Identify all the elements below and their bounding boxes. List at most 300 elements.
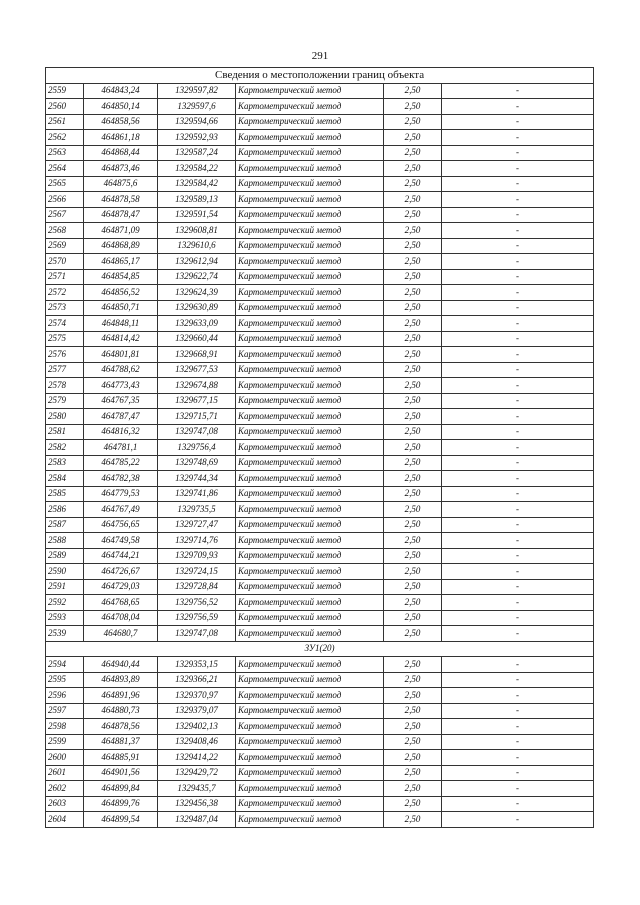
description-cell: -	[442, 548, 594, 564]
table-row	[46, 502, 594, 518]
y-coordinate-cell: 1329597,82	[158, 83, 236, 99]
description-cell: -	[442, 161, 594, 177]
precision-cell: 2,50	[384, 703, 442, 719]
table-row	[46, 99, 594, 115]
method-cell: Картометрический метод	[236, 378, 384, 394]
method-cell: Картометрический метод	[236, 145, 384, 161]
description-cell: -	[442, 347, 594, 363]
description-cell: -	[442, 455, 594, 471]
y-coordinate-cell: 1329402,13	[158, 719, 236, 735]
table-row	[46, 424, 594, 440]
method-cell: Картометрический метод	[236, 114, 384, 130]
precision-cell: 2,50	[384, 424, 442, 440]
precision-cell: 2,50	[384, 316, 442, 332]
description-cell: -	[442, 254, 594, 270]
point-number-cell: 2568	[46, 223, 84, 239]
table-row	[46, 657, 594, 673]
y-coordinate-cell: 1329709,93	[158, 548, 236, 564]
x-coordinate-cell: 464878,58	[84, 192, 158, 208]
x-coordinate-cell: 464726,67	[84, 564, 158, 580]
method-cell: Картометрический метод	[236, 688, 384, 704]
point-number-cell: 2578	[46, 378, 84, 394]
table-row	[46, 595, 594, 611]
table-row	[46, 176, 594, 192]
description-cell: -	[442, 378, 594, 394]
table-row	[46, 719, 594, 735]
x-coordinate-cell: 464814,42	[84, 331, 158, 347]
point-number-cell: 2603	[46, 796, 84, 812]
point-number-cell: 2582	[46, 440, 84, 456]
method-cell: Картометрический метод	[236, 610, 384, 626]
description-cell: -	[442, 688, 594, 704]
table-row	[46, 564, 594, 580]
table-row	[46, 238, 594, 254]
y-coordinate-cell: 1329456,38	[158, 796, 236, 812]
description-cell: -	[442, 765, 594, 781]
description-cell: -	[442, 316, 594, 332]
y-coordinate-cell: 1329589,13	[158, 192, 236, 208]
precision-cell: 2,50	[384, 548, 442, 564]
precision-cell: 2,50	[384, 161, 442, 177]
table-row	[46, 285, 594, 301]
method-cell: Картометрический метод	[236, 517, 384, 533]
point-number-cell: 2594	[46, 657, 84, 673]
method-cell: Картометрический метод	[236, 719, 384, 735]
precision-cell: 2,50	[384, 238, 442, 254]
table-row	[46, 130, 594, 146]
y-coordinate-cell: 1329660,44	[158, 331, 236, 347]
point-number-cell: 2581	[46, 424, 84, 440]
y-coordinate-cell: 1329668,91	[158, 347, 236, 363]
x-coordinate-cell: 464749,58	[84, 533, 158, 549]
table-row	[46, 765, 594, 781]
description-cell: -	[442, 362, 594, 378]
point-number-cell: 2587	[46, 517, 84, 533]
y-coordinate-cell: 1329379,07	[158, 703, 236, 719]
point-number-cell: 2560	[46, 99, 84, 115]
table-row	[46, 579, 594, 595]
section-label: ЗУ1(20)	[46, 641, 594, 657]
point-number-cell: 2593	[46, 610, 84, 626]
x-coordinate-cell: 464801,81	[84, 347, 158, 363]
precision-cell: 2,50	[384, 781, 442, 797]
y-coordinate-cell: 1329610,6	[158, 238, 236, 254]
point-number-cell: 2573	[46, 300, 84, 316]
description-cell: -	[442, 285, 594, 301]
y-coordinate-cell: 1329487,04	[158, 812, 236, 828]
x-coordinate-cell: 464767,35	[84, 393, 158, 409]
description-cell: -	[442, 145, 594, 161]
precision-cell: 2,50	[384, 285, 442, 301]
y-coordinate-cell: 1329408,46	[158, 734, 236, 750]
method-cell: Картометрический метод	[236, 83, 384, 99]
precision-cell: 2,50	[384, 750, 442, 766]
table-row	[46, 114, 594, 130]
x-coordinate-cell: 464899,54	[84, 812, 158, 828]
method-cell: Картометрический метод	[236, 269, 384, 285]
table-row	[46, 672, 594, 688]
x-coordinate-cell: 464893,89	[84, 672, 158, 688]
description-cell: -	[442, 517, 594, 533]
description-cell: -	[442, 781, 594, 797]
method-cell: Картометрический метод	[236, 285, 384, 301]
x-coordinate-cell: 464878,47	[84, 207, 158, 223]
table-row	[46, 548, 594, 564]
description-cell: -	[442, 812, 594, 828]
precision-cell: 2,50	[384, 579, 442, 595]
point-number-cell: 2562	[46, 130, 84, 146]
precision-cell: 2,50	[384, 207, 442, 223]
x-coordinate-cell: 464767,49	[84, 502, 158, 518]
table-row	[46, 378, 594, 394]
y-coordinate-cell: 1329624,39	[158, 285, 236, 301]
table-row	[46, 192, 594, 208]
point-number-cell: 2565	[46, 176, 84, 192]
precision-cell: 2,50	[384, 610, 442, 626]
x-coordinate-cell: 464899,76	[84, 796, 158, 812]
y-coordinate-cell: 1329714,76	[158, 533, 236, 549]
y-coordinate-cell: 1329612,94	[158, 254, 236, 270]
precision-cell: 2,50	[384, 192, 442, 208]
method-cell: Картометрический метод	[236, 486, 384, 502]
y-coordinate-cell: 1329677,15	[158, 393, 236, 409]
y-coordinate-cell: 1329741,86	[158, 486, 236, 502]
table-row	[46, 486, 594, 502]
y-coordinate-cell: 1329756,4	[158, 440, 236, 456]
precision-cell: 2,50	[384, 533, 442, 549]
precision-cell: 2,50	[384, 114, 442, 130]
point-number-cell: 2564	[46, 161, 84, 177]
description-cell: -	[442, 719, 594, 735]
precision-cell: 2,50	[384, 719, 442, 735]
method-cell: Картометрический метод	[236, 765, 384, 781]
point-number-cell: 2588	[46, 533, 84, 549]
description-cell: -	[442, 703, 594, 719]
x-coordinate-cell: 464854,85	[84, 269, 158, 285]
table-row	[46, 223, 594, 239]
point-number-cell: 2566	[46, 192, 84, 208]
x-coordinate-cell: 464885,91	[84, 750, 158, 766]
description-cell: -	[442, 176, 594, 192]
x-coordinate-cell: 464875,6	[84, 176, 158, 192]
x-coordinate-cell: 464708,04	[84, 610, 158, 626]
x-coordinate-cell: 464850,14	[84, 99, 158, 115]
description-cell: -	[442, 626, 594, 642]
description-cell: -	[442, 533, 594, 549]
x-coordinate-cell: 464848,11	[84, 316, 158, 332]
table-title-row	[46, 68, 594, 84]
description-cell: -	[442, 595, 594, 611]
precision-cell: 2,50	[384, 626, 442, 642]
precision-cell: 2,50	[384, 486, 442, 502]
table-row	[46, 145, 594, 161]
description-cell: -	[442, 99, 594, 115]
point-number-cell: 2570	[46, 254, 84, 270]
x-coordinate-cell: 464816,32	[84, 424, 158, 440]
method-cell: Картометрический метод	[236, 595, 384, 611]
table-row	[46, 254, 594, 270]
y-coordinate-cell: 1329370,97	[158, 688, 236, 704]
y-coordinate-cell: 1329353,15	[158, 657, 236, 673]
method-cell: Картометрический метод	[236, 796, 384, 812]
y-coordinate-cell: 1329587,24	[158, 145, 236, 161]
point-number-cell: 2599	[46, 734, 84, 750]
point-number-cell: 2590	[46, 564, 84, 580]
method-cell: Картометрический метод	[236, 734, 384, 750]
table-row	[46, 300, 594, 316]
y-coordinate-cell: 1329747,08	[158, 626, 236, 642]
table-row	[46, 734, 594, 750]
precision-cell: 2,50	[384, 223, 442, 239]
y-coordinate-cell: 1329677,53	[158, 362, 236, 378]
x-coordinate-cell: 464901,56	[84, 765, 158, 781]
description-cell: -	[442, 579, 594, 595]
method-cell: Картометрический метод	[236, 331, 384, 347]
y-coordinate-cell: 1329728,84	[158, 579, 236, 595]
x-coordinate-cell: 464850,71	[84, 300, 158, 316]
x-coordinate-cell: 464868,89	[84, 238, 158, 254]
description-cell: -	[442, 502, 594, 518]
description-cell: -	[442, 486, 594, 502]
table-row	[46, 796, 594, 812]
y-coordinate-cell: 1329592,93	[158, 130, 236, 146]
x-coordinate-cell: 464779,53	[84, 486, 158, 502]
table-row	[46, 316, 594, 332]
x-coordinate-cell: 464891,96	[84, 688, 158, 704]
table-row	[46, 83, 594, 99]
point-number-cell: 2580	[46, 409, 84, 425]
method-cell: Картометрический метод	[236, 362, 384, 378]
method-cell: Картометрический метод	[236, 455, 384, 471]
method-cell: Картометрический метод	[236, 316, 384, 332]
x-coordinate-cell: 464940,44	[84, 657, 158, 673]
x-coordinate-cell: 464868,44	[84, 145, 158, 161]
method-cell: Картометрический метод	[236, 672, 384, 688]
precision-cell: 2,50	[384, 595, 442, 611]
x-coordinate-cell: 464865,17	[84, 254, 158, 270]
precision-cell: 2,50	[384, 502, 442, 518]
description-cell: -	[442, 331, 594, 347]
x-coordinate-cell: 464861,18	[84, 130, 158, 146]
method-cell: Картометрический метод	[236, 223, 384, 239]
point-number-cell: 2595	[46, 672, 84, 688]
y-coordinate-cell: 1329608,81	[158, 223, 236, 239]
x-coordinate-cell: 464787,47	[84, 409, 158, 425]
table-row	[46, 362, 594, 378]
method-cell: Картометрический метод	[236, 347, 384, 363]
precision-cell: 2,50	[384, 440, 442, 456]
y-coordinate-cell: 1329747,08	[158, 424, 236, 440]
method-cell: Картометрический метод	[236, 812, 384, 828]
precision-cell: 2,50	[384, 455, 442, 471]
precision-cell: 2,50	[384, 378, 442, 394]
precision-cell: 2,50	[384, 765, 442, 781]
method-cell: Картометрический метод	[236, 192, 384, 208]
point-number-cell: 2567	[46, 207, 84, 223]
precision-cell: 2,50	[384, 176, 442, 192]
point-number-cell: 2586	[46, 502, 84, 518]
y-coordinate-cell: 1329756,59	[158, 610, 236, 626]
coordinates-table-body	[46, 68, 594, 828]
description-cell: -	[442, 424, 594, 440]
y-coordinate-cell: 1329630,89	[158, 300, 236, 316]
page-number: 291	[311, 50, 329, 62]
point-number-cell: 2574	[46, 316, 84, 332]
description-cell: -	[442, 83, 594, 99]
method-cell: Картометрический метод	[236, 176, 384, 192]
precision-cell: 2,50	[384, 688, 442, 704]
description-cell: -	[442, 409, 594, 425]
method-cell: Картометрический метод	[236, 626, 384, 642]
method-cell: Картометрический метод	[236, 207, 384, 223]
point-number-cell: 2563	[46, 145, 84, 161]
precision-cell: 2,50	[384, 130, 442, 146]
point-number-cell: 2579	[46, 393, 84, 409]
table-row	[46, 393, 594, 409]
description-cell: -	[442, 223, 594, 239]
x-coordinate-cell: 464729,03	[84, 579, 158, 595]
method-cell: Картометрический метод	[236, 781, 384, 797]
precision-cell: 2,50	[384, 796, 442, 812]
method-cell: Картометрический метод	[236, 548, 384, 564]
precision-cell: 2,50	[384, 517, 442, 533]
method-cell: Картометрический метод	[236, 502, 384, 518]
description-cell: -	[442, 750, 594, 766]
method-cell: Картометрический метод	[236, 424, 384, 440]
table-row	[46, 455, 594, 471]
y-coordinate-cell: 1329584,22	[158, 161, 236, 177]
x-coordinate-cell: 464856,52	[84, 285, 158, 301]
description-cell: -	[442, 192, 594, 208]
method-cell: Картометрический метод	[236, 254, 384, 270]
y-coordinate-cell: 1329756,52	[158, 595, 236, 611]
table-row	[46, 471, 594, 487]
x-coordinate-cell: 464768,65	[84, 595, 158, 611]
point-number-cell: 2592	[46, 595, 84, 611]
description-cell: -	[442, 672, 594, 688]
y-coordinate-cell: 1329744,34	[158, 471, 236, 487]
x-coordinate-cell: 464878,56	[84, 719, 158, 735]
method-cell: Картометрический метод	[236, 750, 384, 766]
point-number-cell: 2596	[46, 688, 84, 704]
table-row	[46, 331, 594, 347]
point-number-cell: 2591	[46, 579, 84, 595]
y-coordinate-cell: 1329633,09	[158, 316, 236, 332]
y-coordinate-cell: 1329715,71	[158, 409, 236, 425]
table-row	[46, 750, 594, 766]
y-coordinate-cell: 1329674,88	[158, 378, 236, 394]
precision-cell: 2,50	[384, 672, 442, 688]
precision-cell: 2,50	[384, 300, 442, 316]
table-row	[46, 812, 594, 828]
x-coordinate-cell: 464880,73	[84, 703, 158, 719]
method-cell: Картометрический метод	[236, 657, 384, 673]
y-coordinate-cell: 1329594,66	[158, 114, 236, 130]
table-row	[46, 517, 594, 533]
description-cell: -	[442, 796, 594, 812]
x-coordinate-cell: 464773,43	[84, 378, 158, 394]
point-number-cell: 2572	[46, 285, 84, 301]
table-row	[46, 703, 594, 719]
table-row	[46, 409, 594, 425]
precision-cell: 2,50	[384, 269, 442, 285]
y-coordinate-cell: 1329724,15	[158, 564, 236, 580]
point-number-cell: 2561	[46, 114, 84, 130]
point-number-cell: 2600	[46, 750, 84, 766]
precision-cell: 2,50	[384, 393, 442, 409]
description-cell: -	[442, 269, 594, 285]
x-coordinate-cell: 464858,56	[84, 114, 158, 130]
point-number-cell: 2576	[46, 347, 84, 363]
point-number-cell: 2601	[46, 765, 84, 781]
precision-cell: 2,50	[384, 657, 442, 673]
point-number-cell: 2575	[46, 331, 84, 347]
x-coordinate-cell: 464871,09	[84, 223, 158, 239]
section-header-row	[46, 641, 594, 657]
point-number-cell: 2589	[46, 548, 84, 564]
x-coordinate-cell: 464756,65	[84, 517, 158, 533]
description-cell: -	[442, 734, 594, 750]
method-cell: Картометрический метод	[236, 130, 384, 146]
table-row	[46, 347, 594, 363]
description-cell: -	[442, 440, 594, 456]
method-cell: Картометрический метод	[236, 579, 384, 595]
precision-cell: 2,50	[384, 331, 442, 347]
table-row	[46, 781, 594, 797]
description-cell: -	[442, 114, 594, 130]
method-cell: Картометрический метод	[236, 393, 384, 409]
method-cell: Картометрический метод	[236, 238, 384, 254]
point-number-cell: 2559	[46, 83, 84, 99]
x-coordinate-cell: 464873,46	[84, 161, 158, 177]
y-coordinate-cell: 1329429,72	[158, 765, 236, 781]
y-coordinate-cell: 1329735,5	[158, 502, 236, 518]
y-coordinate-cell: 1329591,54	[158, 207, 236, 223]
point-number-cell: 2571	[46, 269, 84, 285]
y-coordinate-cell: 1329584,42	[158, 176, 236, 192]
precision-cell: 2,50	[384, 254, 442, 270]
method-cell: Картометрический метод	[236, 703, 384, 719]
table-row	[46, 207, 594, 223]
y-coordinate-cell: 1329622,74	[158, 269, 236, 285]
precision-cell: 2,50	[384, 362, 442, 378]
method-cell: Картометрический метод	[236, 300, 384, 316]
table-row	[46, 161, 594, 177]
coordinates-table	[45, 67, 594, 828]
description-cell: -	[442, 130, 594, 146]
description-cell: -	[442, 564, 594, 580]
table-row	[46, 626, 594, 642]
x-coordinate-cell: 464785,22	[84, 455, 158, 471]
precision-cell: 2,50	[384, 812, 442, 828]
description-cell: -	[442, 393, 594, 409]
method-cell: Картометрический метод	[236, 161, 384, 177]
precision-cell: 2,50	[384, 145, 442, 161]
table-row	[46, 440, 594, 456]
x-coordinate-cell: 464744,21	[84, 548, 158, 564]
precision-cell: 2,50	[384, 99, 442, 115]
method-cell: Картометрический метод	[236, 471, 384, 487]
table-row	[46, 269, 594, 285]
point-number-cell: 2598	[46, 719, 84, 735]
x-coordinate-cell: 464782,38	[84, 471, 158, 487]
x-coordinate-cell: 464843,24	[84, 83, 158, 99]
method-cell: Картометрический метод	[236, 409, 384, 425]
precision-cell: 2,50	[384, 471, 442, 487]
y-coordinate-cell: 1329597,6	[158, 99, 236, 115]
precision-cell: 2,50	[384, 734, 442, 750]
description-cell: -	[442, 657, 594, 673]
